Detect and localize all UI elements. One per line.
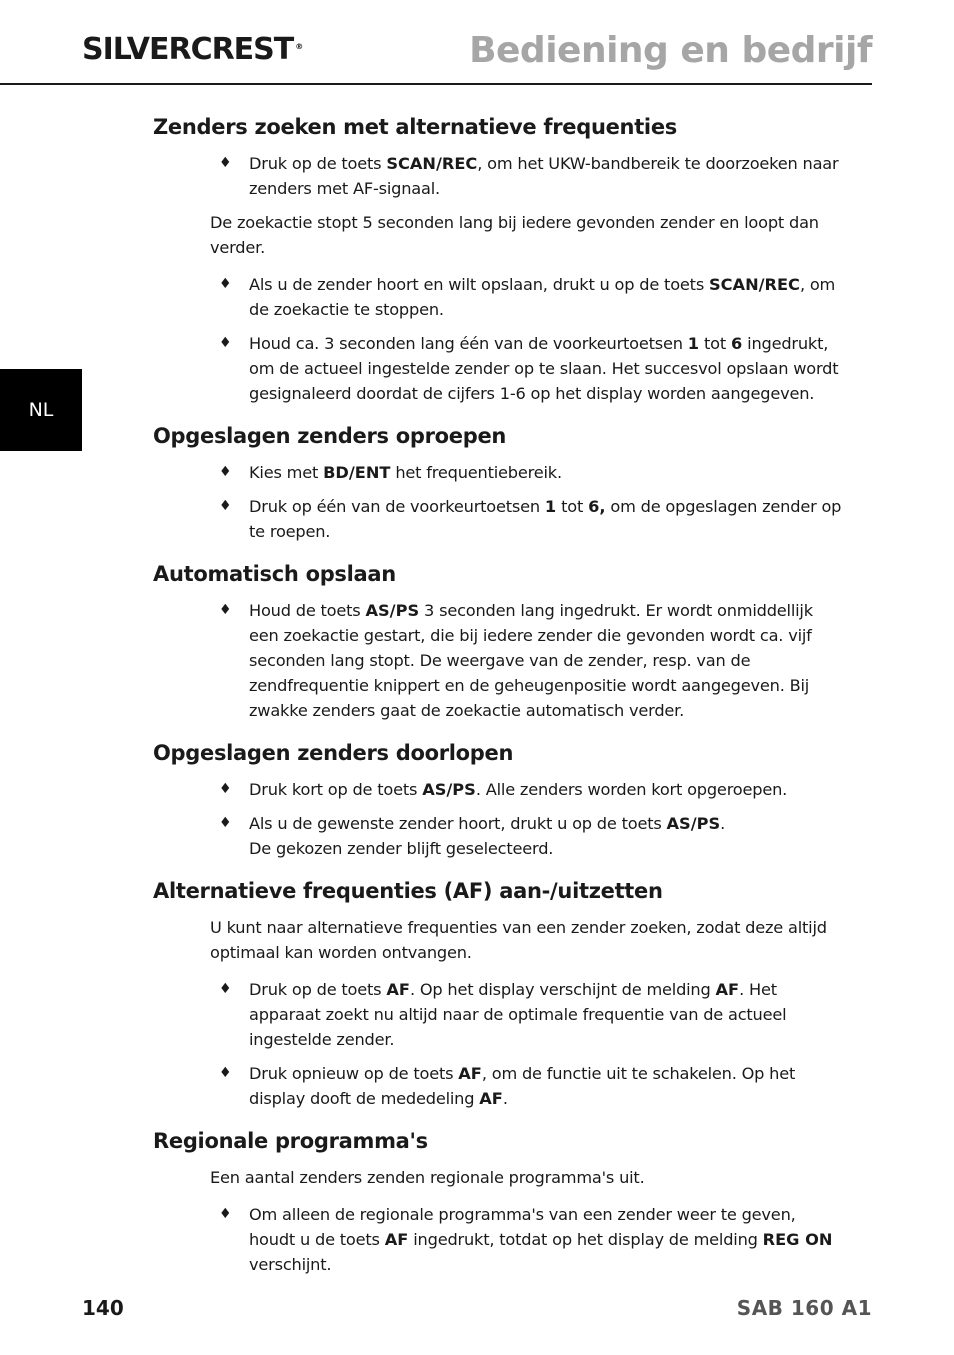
key-label: REG ON: [762, 1230, 833, 1249]
key-label: AF: [458, 1064, 482, 1083]
paragraph: U kunt naar alternatieve frequenties van een zender zoeken, zodat deze altijd optimaal kan worden ontvangen.: [210, 918, 827, 962]
list-item: [153, 460, 843, 485]
main-content: [153, 113, 843, 1293]
bullet-icon: ♦: [219, 981, 232, 997]
text: Houd ca. 3 seconden lang één van de voorkeurtoetsen: [249, 334, 688, 353]
key-label: AS/PS: [666, 814, 721, 833]
section-heading: Alternatieve frequenties (AF) aan-/uitzetten: [153, 879, 663, 903]
text: Houd de toets: [249, 601, 366, 620]
key-label: AS/PS: [422, 780, 476, 799]
page-title: Bediening en bedrijf: [469, 30, 872, 71]
text: ingedrukt, totdat op het display de melding: [408, 1230, 763, 1249]
bullet-icon: ♦: [219, 276, 232, 292]
section-auto-store: [153, 560, 843, 723]
brand-logo-text: SILVERCREST: [82, 32, 294, 67]
key-label: 1: [687, 334, 700, 353]
text: 3 seconden lang ingedrukt. Er wordt onmiddellijk een zoekactie gestart, die bij iedere zender die gevonden wordt ca. vijf seconden lang stopt. De weergave van de zender, resp. van de zendfrequentie knippert en de geheugenpositie wordt aangegeven. Bij zwakke zenders gaat de zoekactie automatisch verder.: [249, 601, 813, 720]
text: tot: [556, 497, 589, 516]
brand-logo: [82, 32, 303, 67]
text: . Alle zenders worden kort opgeroepen.: [475, 780, 788, 799]
text: .: [720, 814, 726, 833]
text: Druk kort op de toets: [249, 780, 423, 799]
bullet-icon: ♦: [219, 155, 232, 171]
bullet-icon: ♦: [219, 602, 232, 618]
section-heading: Opgeslagen zenders oproepen: [153, 424, 507, 448]
key-label: 6: [730, 334, 743, 353]
text: verschijnt.: [249, 1255, 332, 1274]
text: Druk op de toets: [249, 154, 387, 173]
registered-mark: ®: [295, 42, 304, 51]
text: . Het apparaat zoekt nu altijd naar de optimale frequentie van de actueel ingestelde zender.: [249, 980, 787, 1049]
header-divider: [0, 83, 872, 85]
key-label: AF: [715, 980, 740, 999]
section-heading: Opgeslagen zenders doorlopen: [153, 741, 514, 765]
page-number: 140: [82, 1296, 124, 1320]
key-label: AF: [386, 980, 410, 999]
model-number: SAB 160 A1: [736, 1296, 872, 1320]
key-label: SCAN/REC: [709, 275, 800, 294]
list-item: [153, 494, 843, 544]
key-label: AF: [479, 1089, 503, 1108]
text: het frequentiebereik.: [390, 463, 562, 482]
language-tab: [0, 369, 82, 451]
bullet-icon: ♦: [219, 498, 232, 514]
key-label: 1: [544, 497, 557, 516]
section-heading: Zenders zoeken met alternatieve frequenties: [153, 115, 677, 139]
language-label: NL: [28, 399, 54, 421]
text: Druk op de toets: [249, 980, 387, 999]
list-item: [153, 331, 843, 406]
list-item: [153, 777, 843, 802]
bullet-icon: ♦: [219, 781, 232, 797]
section-af-search: [153, 113, 843, 406]
text: , om het UKW-bandbereik te doorzoeken naar zenders met AF-signaal.: [249, 154, 839, 198]
bullet-icon: ♦: [219, 815, 232, 831]
text: .: [502, 1089, 508, 1108]
section-browse-stations: [153, 739, 843, 861]
text: tot: [699, 334, 731, 353]
section-regional-programs: [153, 1127, 843, 1277]
section-heading: Automatisch opslaan: [153, 562, 396, 586]
text: . Op het display verschijnt de melding: [409, 980, 716, 999]
text: De gekozen zender blijft geselecteerd.: [249, 839, 554, 858]
list-item: [153, 977, 843, 1052]
bullet-icon: ♦: [219, 464, 232, 480]
list-item: [153, 272, 843, 322]
list-item: [153, 1202, 843, 1277]
key-label: BD/ENT: [323, 463, 391, 482]
section-af-toggle: [153, 877, 843, 1111]
text: Om alleen de regionale programma's van een zender weer te geven, houdt u de toets: [249, 1205, 796, 1249]
list-item: [153, 1061, 843, 1111]
text: Kies met: [249, 463, 324, 482]
paragraph: De zoekactie stopt 5 seconden lang bij iedere gevonden zender en loopt dan verder.: [210, 213, 819, 257]
list-item: [153, 811, 843, 861]
paragraph: Een aantal zenders zenden regionale programma's uit.: [210, 1168, 645, 1187]
key-label: SCAN/REC: [386, 154, 478, 173]
text: Druk opnieuw op de toets: [249, 1064, 459, 1083]
text: , om de zoekactie te stoppen.: [249, 275, 836, 319]
bullet-icon: ♦: [219, 1206, 232, 1222]
key-label: AS/PS: [365, 601, 420, 620]
section-heading: Regionale programma's: [153, 1129, 428, 1153]
text: ingedrukt, om de actueel ingestelde zender op te slaan. Het succesvol opslaan wordt gesignaleerd doordat de cijfers 1-6 op het display worden aangegeven.: [249, 334, 839, 403]
section-recall-stations: [153, 422, 843, 544]
text: Als u de gewenste zender hoort, drukt u op de toets: [249, 814, 667, 833]
list-item: [153, 598, 843, 723]
key-label: 6,: [588, 497, 606, 516]
key-label: AF: [384, 1230, 409, 1249]
bullet-icon: ♦: [219, 335, 232, 351]
text: Druk op één van de voorkeurtoetsen: [249, 497, 545, 516]
text: om de opgeslagen zender op te roepen.: [249, 497, 842, 541]
text: Als u de zender hoort en wilt opslaan, drukt u op de toets: [249, 275, 709, 294]
text: , om de functie uit te schakelen. Op het display dooft de mededeling: [249, 1064, 796, 1108]
list-item: [153, 151, 843, 201]
bullet-icon: ♦: [219, 1065, 232, 1081]
